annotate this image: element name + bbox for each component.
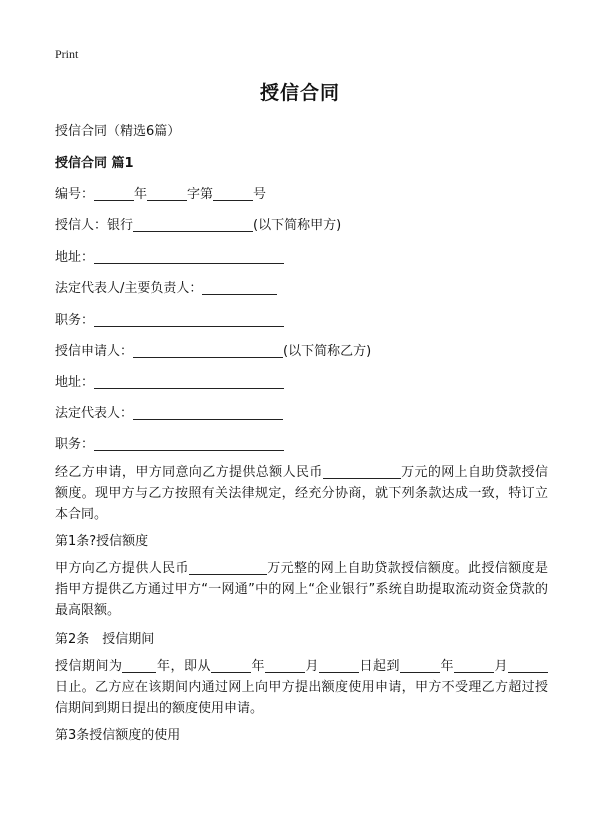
blank-field — [94, 186, 134, 201]
grantor-suffix: (以下简称甲方) — [253, 218, 342, 233]
blank-field — [202, 280, 277, 295]
hao-label: 号 — [253, 187, 267, 202]
position-label: 职务： — [55, 313, 95, 328]
article1-heading: 第1条?授信额度 — [55, 534, 149, 549]
section-heading: 授信合同 篇1 — [55, 156, 134, 171]
blank-field — [189, 560, 267, 575]
legal-rep-label: 法定代表人： — [55, 406, 134, 421]
blank-field — [94, 374, 284, 389]
blank-field — [133, 343, 283, 358]
article1-text-2: 万元整的网上自助贷款授信额度。此授信额度是指甲方提供乙方通过甲方“一网通”中的网上“企业银行”系统自助提取流动资金贷款的最高限额。 — [55, 561, 548, 618]
article2-text: 日止。乙方应在该期间内通过网上向甲方提出额度使用申请，甲方不受理乙方超过授信期间到期日提出的额度使用申请。 — [55, 680, 548, 716]
blank-field — [454, 658, 494, 673]
number-label: 编号： — [55, 187, 95, 202]
grantor-line — [55, 214, 341, 233]
blank-field — [211, 658, 251, 673]
blank-field — [508, 658, 548, 673]
print-label[interactable]: Print — [55, 47, 79, 61]
article2-paragraph — [55, 656, 548, 719]
address2-line — [55, 371, 284, 390]
address-label: 地址： — [55, 250, 95, 265]
legal-rep-main-label: 法定代表人/主要负责人： — [55, 281, 203, 296]
intro-text-2: 万元的网上自助贷款授信额度。现甲方与乙方按照有关法律规定，经充分协商，就下列条款达成一致，特订立本合同。 — [55, 465, 548, 522]
blank-field — [147, 186, 187, 201]
document-subtitle: 授信合同（精选6篇） — [55, 124, 181, 139]
article2-text: 月 — [304, 659, 319, 674]
article1-text-1: 甲方向乙方提供人民币 — [55, 561, 189, 576]
blank-field — [122, 658, 156, 673]
blank-field — [265, 658, 305, 673]
blank-field — [323, 464, 401, 479]
article2-text: 月 — [493, 659, 508, 674]
article1-paragraph — [55, 558, 548, 621]
blank-field — [133, 405, 283, 420]
contract-number-line — [55, 183, 266, 202]
legal-rep-main-line — [55, 277, 277, 296]
article2-text: 年 — [250, 659, 265, 674]
position2-line — [55, 433, 284, 452]
address2-label: 地址： — [55, 375, 95, 390]
blank-field — [213, 186, 253, 201]
year-label: 年 — [134, 187, 148, 202]
article2-text: 日起到 — [358, 659, 400, 674]
article2-heading: 第2条 授信期间 — [55, 632, 155, 647]
intro-paragraph — [55, 462, 548, 525]
blank-field — [94, 312, 284, 327]
blank-field — [133, 217, 253, 232]
grantor-label: 授信人：银行 — [55, 218, 134, 233]
article3-heading: 第3条授信额度的使用 — [55, 728, 181, 743]
article2-text: 年，即从 — [156, 659, 211, 674]
blank-field — [400, 658, 440, 673]
applicant-line — [55, 340, 371, 359]
legal-rep-line — [55, 402, 283, 421]
blank-field — [94, 249, 284, 264]
position2-label: 职务： — [55, 437, 95, 452]
position-line — [55, 309, 284, 328]
applicant-label: 授信申请人： — [55, 344, 134, 359]
applicant-suffix: (以下简称乙方) — [283, 344, 372, 359]
zi-di-label: 字第 — [187, 187, 214, 202]
intro-text-1: 经乙方申请，甲方同意向乙方提供总额人民币 — [55, 465, 323, 480]
article2-text: 授信期间为 — [55, 659, 123, 674]
blank-field — [319, 658, 359, 673]
address-line — [55, 246, 284, 265]
article2-text: 年 — [439, 659, 454, 674]
document-title: 授信合同 — [259, 82, 340, 104]
blank-field — [94, 436, 284, 451]
